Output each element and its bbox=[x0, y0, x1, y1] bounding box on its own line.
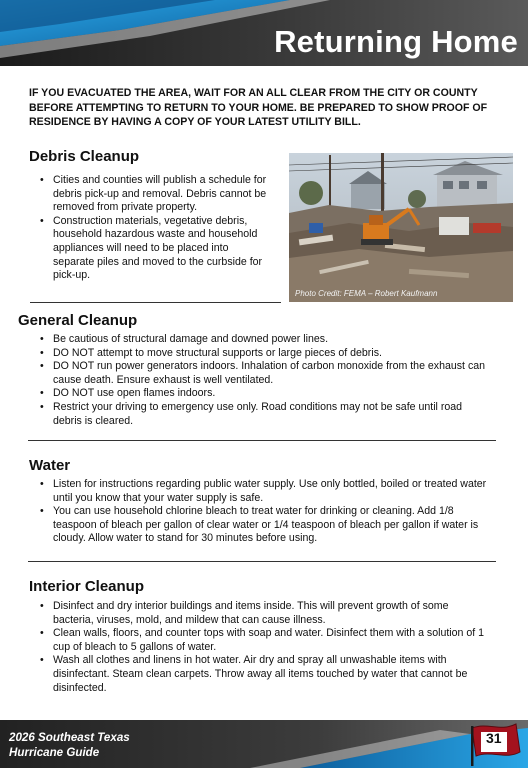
water-heading: Water bbox=[29, 457, 71, 474]
debris-list bbox=[39, 174, 271, 283]
general-heading: General Cleanup bbox=[18, 312, 138, 329]
list-item: • Be cautious of structural damage and downed power lines. bbox=[39, 333, 491, 347]
page-header bbox=[0, 0, 528, 66]
list-item: • Cities and counties will publish a schedule for debris pick-up and removal. Debris cannot be removed from private property. bbox=[39, 174, 271, 215]
list-item: • DO NOT run power generators indoors. Inhalation of carbon monoxide from the exhaust can cause death. Ensure exhaust is well ventilated. bbox=[39, 360, 491, 387]
guide-title-line1: 2026 Southeast Texas bbox=[9, 731, 130, 744]
guide-title bbox=[9, 730, 130, 760]
list-item: • Wash all clothes and linens in hot water. Air dry and spray all unwashable items with disinfectant. Steam clean carpets. Throw away all items touched by water that cannot be disinfected. bbox=[39, 654, 491, 695]
page-footer bbox=[0, 720, 528, 768]
list-item: • DO NOT use open flames indoors. bbox=[39, 387, 491, 401]
photo-credit: Photo Credit: FEMA – Robert Kaufmann bbox=[295, 289, 438, 298]
guide-title-line2: Hurricane Guide bbox=[9, 746, 100, 759]
section-divider bbox=[28, 561, 496, 562]
list-item: • Restrict your driving to emergency use only. Road conditions may not be safe until road debris is cleared. bbox=[39, 401, 491, 428]
list-item: • Listen for instructions regarding public water supply. Use only bottled, boiled or treated water until you know that your water supply is safe. bbox=[39, 478, 491, 505]
interior-list bbox=[39, 600, 491, 695]
debris-photo-illustration bbox=[289, 153, 513, 302]
general-list bbox=[39, 333, 491, 428]
interior-heading: Interior Cleanup bbox=[29, 578, 145, 595]
section-divider bbox=[28, 440, 496, 441]
list-item: • Disinfect and dry interior buildings and items inside. This will prevent growth of some bacteria, viruses, mold, and mildew that can cause illness. bbox=[39, 600, 491, 627]
section-divider bbox=[30, 302, 281, 303]
list-item: • You can use household chlorine bleach to treat water for drinking or cleaning. Add 1/8 teaspoon of bleach per gallon of clear water or 1/4 teaspoon of bleach per gallon if water is cloudy. Allow water to stand for 30 minutes before using. bbox=[39, 505, 491, 546]
debris-photo bbox=[289, 153, 513, 302]
intro-notice: IF YOU EVACUATED THE AREA, WAIT FOR AN ALL CLEAR FROM THE CITY OR COUNTY BEFORE ATTEMPTING TO RETURN TO YOUR HOME. BE PREPARED TO SHOW PROOF OF RESIDENCE BY HAVING A COPY OF YOUR LATEST UTILITY BILL. bbox=[29, 87, 488, 128]
list-item: • Construction materials, vegetative debris, household hazardous waste and household appliances will need to be placed into separate piles and moved to the curbside for pick-up. bbox=[39, 215, 271, 283]
water-list bbox=[39, 478, 491, 546]
page-title: Returning Home bbox=[274, 24, 518, 59]
debris-heading: Debris Cleanup bbox=[29, 148, 140, 165]
list-item: • DO NOT attempt to move structural supports or large pieces of debris. bbox=[39, 347, 491, 361]
page-number: 31 bbox=[486, 730, 502, 746]
list-item: • Clean walls, floors, and counter tops with soap and water. Disinfect them with a solution of 1 cup of bleach to 5 gallons of water. bbox=[39, 627, 491, 654]
